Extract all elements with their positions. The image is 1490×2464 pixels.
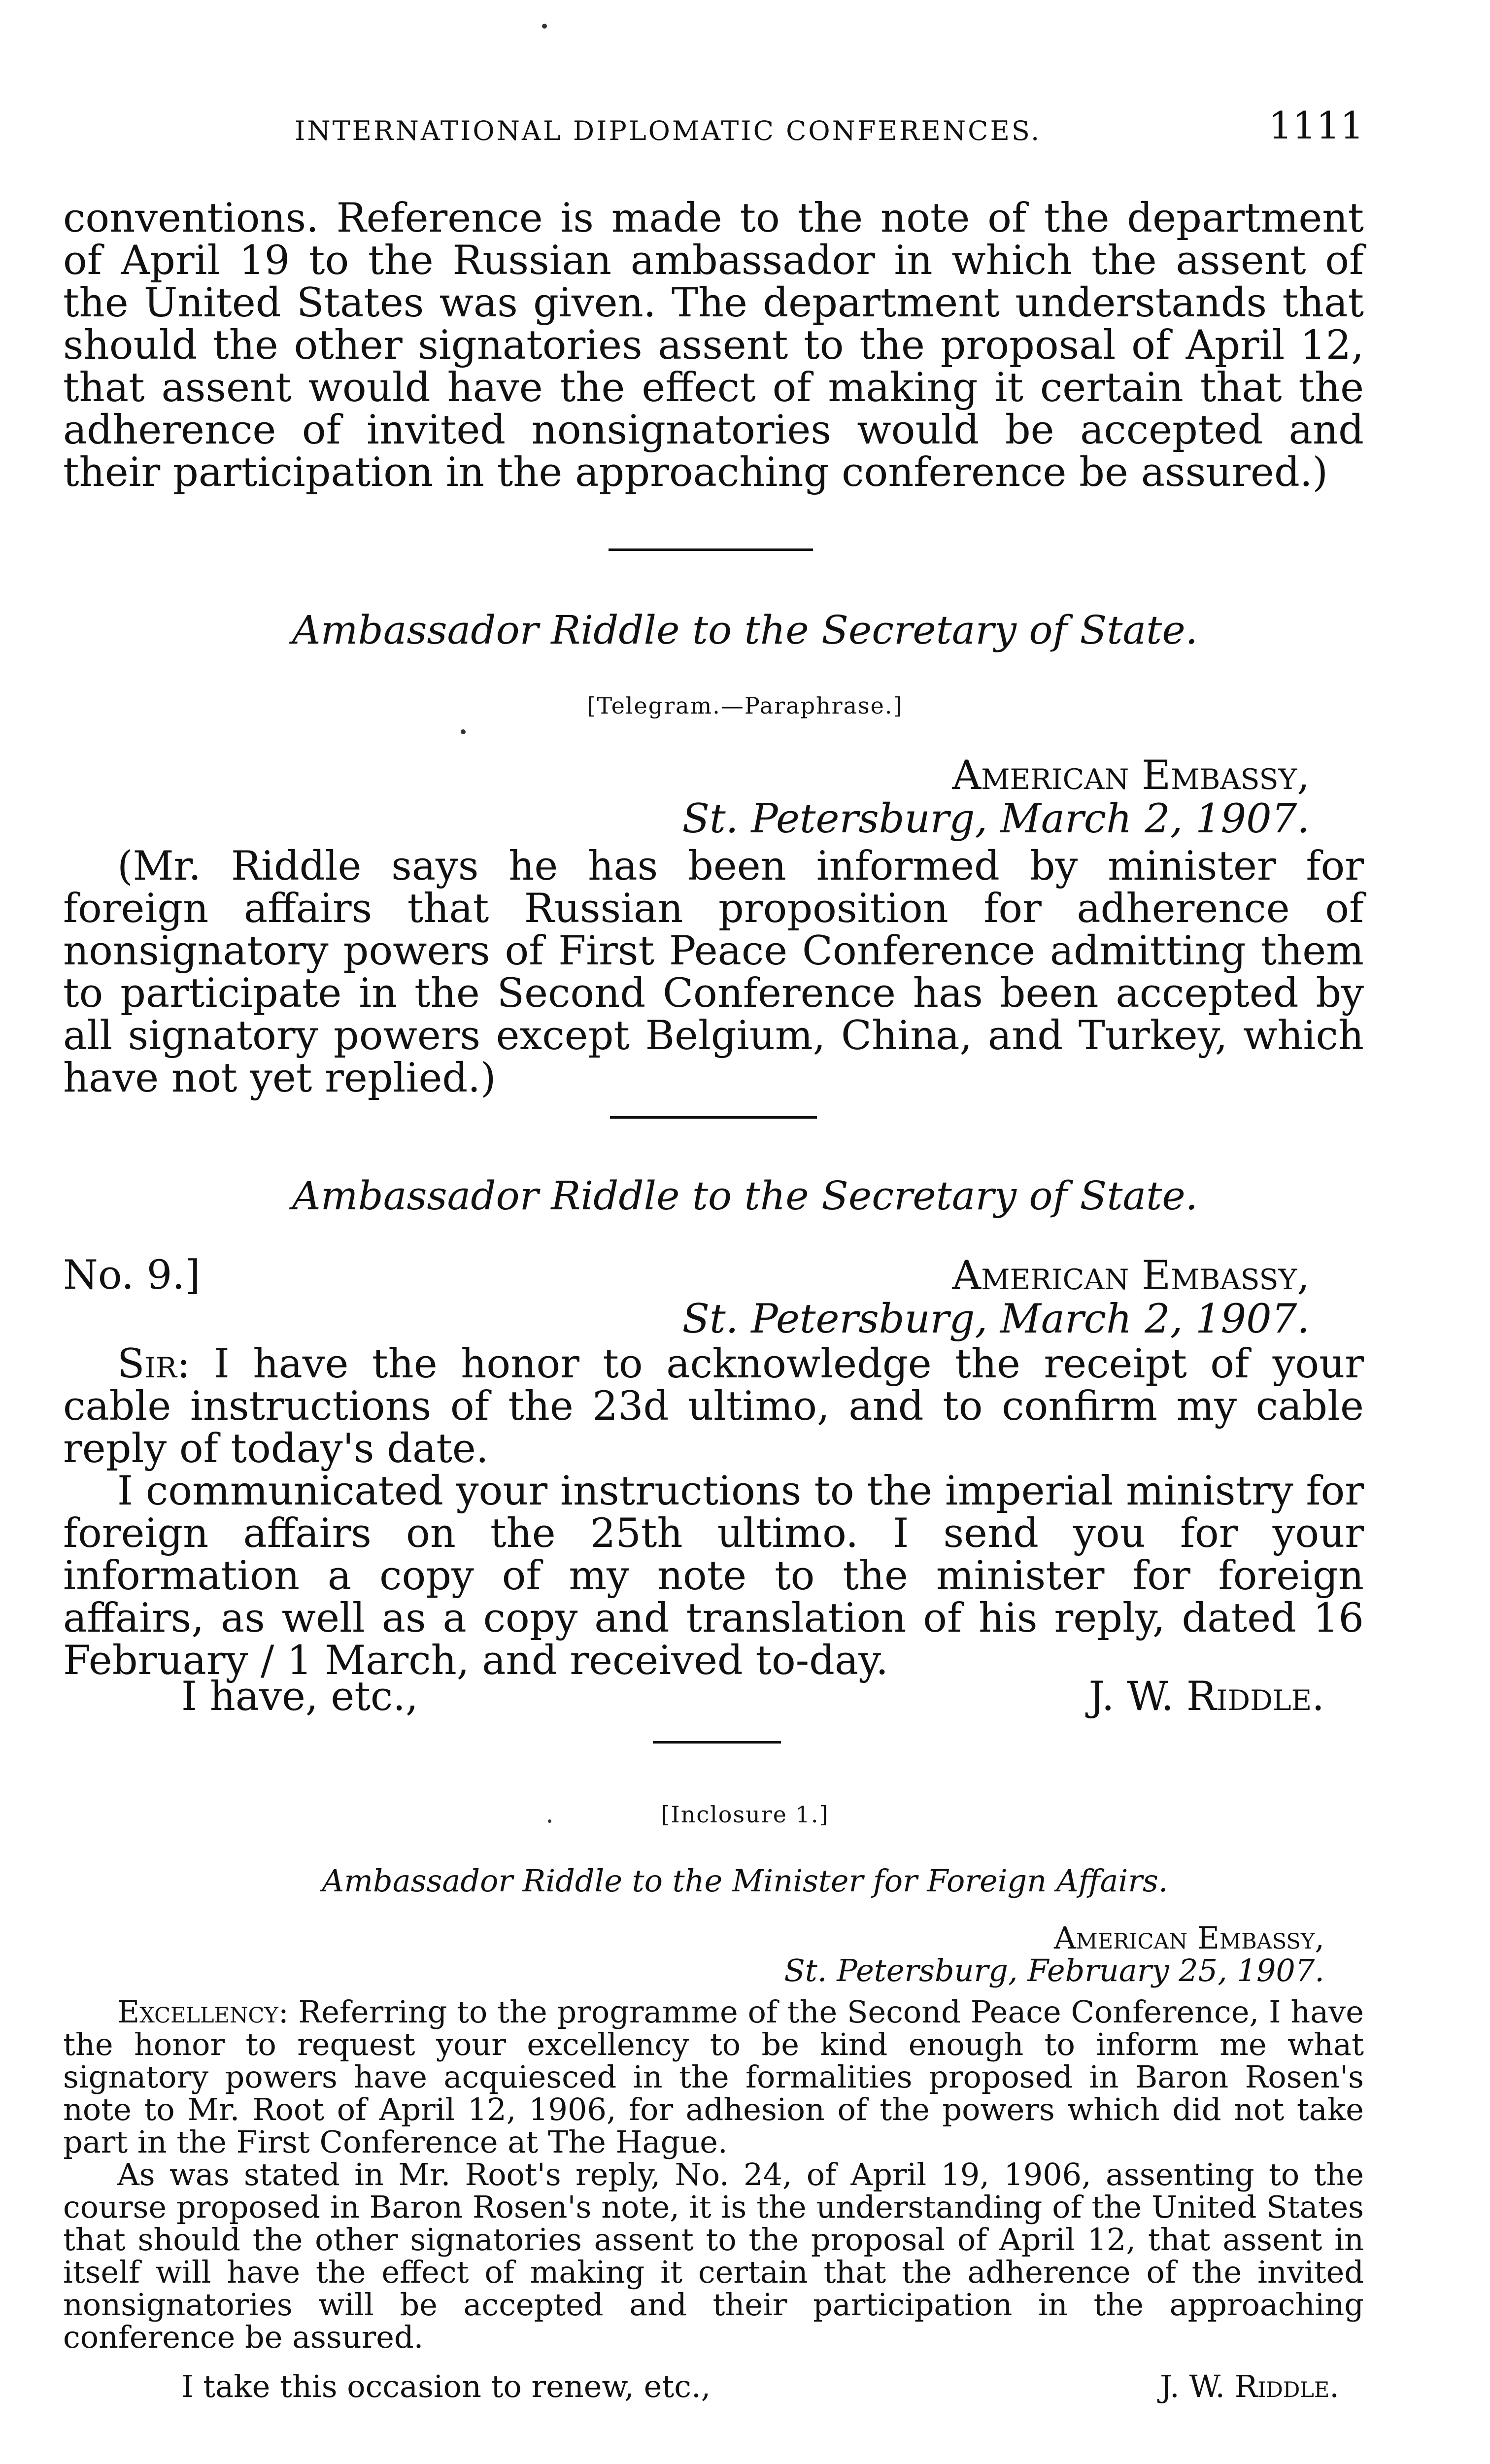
section1-address [63,754,1310,841]
scan-speck [461,729,466,734]
section1-title: Ambassador Riddle to the Secretary of State. [292,607,1198,653]
section2-address-line1: American Embassy, [952,1253,1310,1299]
section2-address-line2: St. Petersburg, March 2, 1907. [682,1296,1310,1342]
page-number: 1111 [1268,103,1364,147]
inclosure-para1-text: Referring to the programme of the Second Peace Conference, I have the honor to request your excellency to be kind enough to inform me what signatory powers have acquiesced in the formalities proposed in Baron Rosen's note to Mr. Root of April 12, 1906, for adhesion of the powers which did not take part in the First Conference at The Hague. [63,1994,1364,2160]
page-header [63,103,1364,148]
inclosure-body-block [63,1996,1364,2354]
section1-body-block [63,845,1364,1099]
inclosure-para1 [63,1996,1364,2158]
section1-address-line1: American Embassy, [952,753,1310,799]
inclosure-closing-row [63,2370,1364,2405]
section1-body: (Mr. Riddle says he has been informed by minister for foreign affairs that Russian proposition for adherence of nonsignatory powers of First Peace Conference admitting them to participate in the Second Conference has been accepted by all signatory powers except Belgium, China, and Turkey, which have not yet replied.) [63,843,1364,1101]
section2-address [63,1254,1310,1341]
section2-signature: J. W. Riddle. [1088,1674,1324,1720]
section2-title: Ambassador Riddle to the Secretary of State. [292,1173,1198,1219]
inclosure-address [63,1922,1324,1987]
section2-closing-row [63,1676,1364,1720]
section2-body-block [63,1343,1364,1682]
section-divider [609,548,813,551]
intro-paragraph: conventions. Reference is made to the note of the department of April 19 to the Russian ambassador in which the assent of the United States was given. The department understands that should the other signatories assent to the proposal of April 12, that assent would have the effect of making it certain that the adherence of invited nonsignatories would be accepted and their participation in the approaching conference be assured.) [63,195,1364,496]
scan-speck [542,24,547,29]
section2-para1-text: I have the honor to acknowledge the receipt of your cable instructions of the 23d ultimo, and to confirm my cable reply of today's date. [63,1341,1364,1472]
section1-note: [Telegram.—Paraphrase.] [587,692,903,719]
section2-para1 [63,1343,1364,1470]
inclosure-salutation: Excellency: [117,1994,289,2030]
salutation: Sir: [117,1341,191,1387]
section-divider [610,1116,817,1119]
inclosure-para2: As was stated in Mr. Root's reply, No. 24, of April 19, 1906, assenting to the course proposed in Baron Rosen's note, it is the understanding of the United States that should the other signatories assent to the proposal of April 12, that assent in itself will have the effect of making it certain that the adherence of the invited nonsignatories will be accepted and their participation in the approaching conference be assured. [63,2156,1364,2355]
section2-para2: I communicated your instructions to the imperial ministry for foreign affairs on the 25th ultimo. I send you for your information a copy of my note to the minister for foreign affairs, as well as a copy and translation of his reply, dated 16 February / 1 March, and received to-day. [63,1468,1364,1684]
inclosure-address-line2: St. Petersburg, February 25, 1907. [784,1952,1324,1988]
dispatch-number: No. 9.] [63,1252,201,1299]
running-head: INTERNATIONAL DIPLOMATIC CONFERENCES. [295,115,1042,146]
inclosure-closing: I take this occasion to renew, etc., [181,2368,711,2404]
inclosure-note: [Inclosure 1.] [661,1801,829,1828]
section-divider [653,1741,781,1744]
inclosure-address-line1: American Embassy, [1053,1920,1324,1956]
inclosure-signature: J. W. Riddle. [1159,2368,1339,2404]
section1-address-line2: St. Petersburg, March 2, 1907. [682,796,1310,842]
intro-paragraph-block [63,197,1364,494]
inclosure-title: Ambassador Riddle to the Minister for Foreign Affairs. [322,1863,1168,1899]
section2-closing: I have, etc., [181,1674,418,1720]
